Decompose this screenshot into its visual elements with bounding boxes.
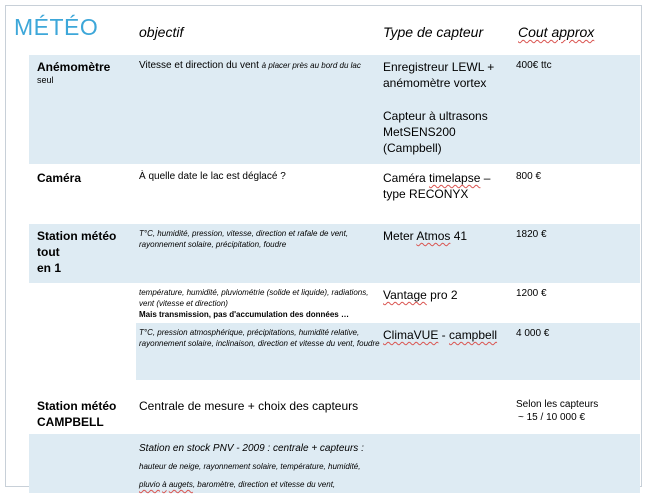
objective-cell — [136, 434, 380, 493]
sensor-part: 41 — [450, 229, 468, 243]
table-row-camera — [29, 164, 640, 224]
header-cout — [518, 24, 594, 40]
row-name-line2: CAMPBELL — [37, 415, 104, 429]
objective-cell: T°C, humidité, pression, vitesse, direction et rafale de vent, rayonnement solaire, précipitation, foudre — [136, 224, 380, 283]
sensor-cell — [380, 55, 513, 164]
sensor-part-underlined: ClimaVUE — [383, 328, 439, 342]
row-name-line2: tout — [37, 245, 60, 259]
objective-part-underlined: à — [162, 480, 167, 489]
table-row-vantage — [29, 283, 640, 323]
row-name-line1: Station météo — [37, 229, 117, 243]
objective-note: à placer près au bord du lac — [261, 61, 361, 70]
sensor-part: - — [438, 328, 450, 342]
row-subname: seul — [37, 75, 54, 85]
sensor-cell — [380, 323, 513, 380]
sensor-cell — [380, 283, 513, 323]
cost-cell: 400€ ttc — [513, 55, 640, 164]
objective-part: , baromètre, direction et vitesse du vent, — [192, 480, 336, 489]
table-spacer — [29, 380, 640, 394]
sensor-text — [383, 228, 513, 244]
table-row-campbell — [29, 394, 640, 434]
sensor-cell — [380, 164, 513, 224]
table-row-climavue — [29, 323, 640, 380]
objective-cell: Centrale de mesure + choix des capteurs — [136, 394, 380, 434]
header-objectif: objectif — [139, 24, 184, 40]
sensor-part: pro 2 — [426, 288, 458, 302]
sensor-text: Enregistreur LEWL + anémomètre vortex — [383, 60, 495, 90]
objective-text — [139, 462, 360, 489]
objective-part-underlined: pluvio — [139, 480, 160, 489]
sensor-cell — [380, 434, 513, 493]
row-name-line3: en 1 — [37, 261, 62, 275]
sensor-part: type — [383, 187, 406, 201]
sensor-part-underlined: Vantage — [383, 288, 427, 302]
page-title: MÉTÉO — [14, 14, 99, 40]
row-label-cell — [29, 283, 136, 323]
objective-text: Vitesse et direction du vent — [139, 60, 259, 71]
sensor-cell — [380, 394, 513, 434]
sensor-part: – — [480, 171, 491, 185]
cost-line1: Selon les capteurs — [516, 399, 599, 410]
objective-cell — [136, 283, 380, 323]
row-label-cell — [29, 394, 136, 434]
table-row-station-tout-en-1 — [29, 224, 640, 283]
row-label-cell — [29, 224, 136, 283]
row-label-cell — [29, 55, 136, 164]
table-row-anemometre — [29, 55, 640, 164]
meteo-table — [29, 55, 640, 493]
objective-cell — [136, 55, 380, 164]
row-label-cell — [29, 434, 136, 493]
sensor-text — [383, 327, 513, 343]
row-label-cell — [29, 164, 136, 224]
row-name: Anémomètre — [37, 60, 111, 74]
sensor-text-2: Capteur à ultrasons MetSENS200 (Campbell) — [383, 109, 488, 155]
cost-line2: ~ 15 / 10 000 € — [518, 412, 586, 423]
objective-warning: Mais transmission, pas d'accumulation des données … — [139, 310, 349, 319]
objective-cell: À quelle date le lac est déglacé ? — [136, 164, 380, 224]
sensor-part: RECONYX — [409, 187, 469, 201]
cost-cell — [513, 394, 640, 434]
objective-part-underlined: augets — [168, 480, 193, 489]
sensor-text — [383, 287, 513, 303]
row-name-line1: Station météo — [37, 399, 117, 413]
objective-cell: T°C, pression atmosphérique, précipitations, humidité relative, rayonnement solaire, inclinaison, direction et vitesse du vent, foudre — [136, 323, 380, 380]
sensor-part-underlined: campbell — [449, 328, 498, 342]
objective-heading: Station en stock PNV - 2009 : centrale + capteurs : — [139, 443, 364, 454]
sensor-cell — [380, 224, 513, 283]
sensor-part: Caméra — [383, 171, 426, 185]
cost-cell: 4 000 € — [513, 323, 640, 380]
cost-cell: 1820 € — [513, 224, 640, 283]
sensor-part: Meter — [383, 229, 414, 243]
sensor-text — [383, 170, 513, 202]
cost-cell — [513, 434, 640, 493]
objective-text: température, humidité, pluviométrie (solide et liquide), radiations, vent (vitesse et direction) — [139, 288, 369, 308]
row-name: Caméra — [37, 171, 82, 185]
row-label-cell — [29, 323, 136, 380]
sensor-part-underlined: Atmos — [416, 229, 451, 243]
objective-part: hauteur de neige, rayonnement solaire, température, humidité, — [139, 462, 361, 471]
sensor-part-underlined: timelapse — [429, 171, 481, 185]
table-row-stock — [29, 434, 640, 493]
header-type-capteur: Type de capteur — [383, 24, 484, 40]
cost-cell: 1200 € — [513, 283, 640, 323]
header-cout-text: Cout approx — [518, 24, 595, 40]
cost-cell: 800 € — [513, 164, 640, 224]
